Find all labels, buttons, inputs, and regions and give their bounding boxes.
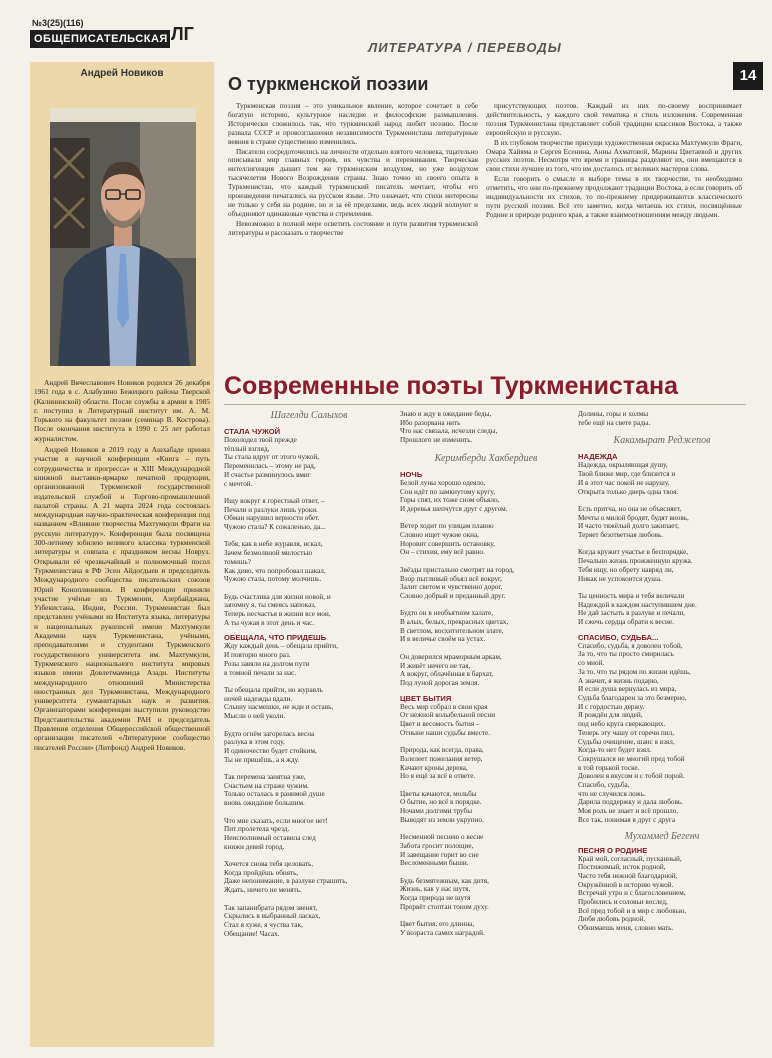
poem-title: ЦВЕТ БЫТИЯ <box>400 693 452 703</box>
section-rubric: ЛИТЕРАТУРА / ПЕРЕВОДЫ <box>368 40 562 55</box>
poem-title: СТАЛА ЧУЖОЙ <box>224 427 281 436</box>
poem-continuation: Долины, горы и холмы тебе ещё на свете рады. <box>578 410 651 427</box>
article-paragraph: присутствующих поэтов. Каждый из них по-своему воспринимает действительность, у каждого свой тематика и стиль изложения. Современная поэзия Туркменистана представляет собой традиции классиков Востока, а также европейскую и русскую. <box>486 102 742 137</box>
article-paragraph: В их глубоком творчестве присущи художественная окраска Махтумкули Фраги, Омара Хайяма и Сергея Есенина, Анны Ахматовой, Марины Цветаевой и других русских поэтов. Несмотря что время и границы разделяют их, они вмещаются в свои стихи лучшее из того, что им досталось от великих мастеров слова. <box>486 138 742 174</box>
poet-name: Мухаммед Бегенч <box>624 830 700 842</box>
poems-column-1 <box>224 410 394 1050</box>
section-headline: Современные поэты Туркменистана <box>224 372 678 400</box>
author-name: Андрей Новиков <box>80 68 164 79</box>
poem-text: Спасибо, судьба, я доволен тобой, За то, что ты просто смирилась со мной. За то, что ты рядом по жизни идёшь, А значит, я жизнь подарю, И если душа вернулась из мира, Судьба благодарен за это безмерно, И с гордостью держу. Я рождён для людей, под небо круга сверкающих. Теперь эту чашу от горечи пил, Судьбы очищение, шанс я взял, Когда-то нет будет взял. Сокрушался не многий пред тобой в той горькой тоске. Доволен я вкусом и с тобой порой. Спасибо, судьба, что не случился ложь. Дарила поддержку и дала любовь. Моя роль не знает и всё прошло, Все так, понимая в друг с друга <box>578 641 691 824</box>
article-column-1 <box>228 102 478 239</box>
issue-number: №3(25)(116) <box>32 18 84 28</box>
poems-column-3 <box>578 410 746 1050</box>
newspaper-masthead: ОБЩЕПИСАТЕЛЬСКАЯ <box>30 30 170 48</box>
poet-name: Керимберди Хакбердиев <box>434 452 538 464</box>
author-biography <box>34 378 210 754</box>
poem-title: НАДЕЖДА <box>578 452 618 462</box>
article-paragraph: Если говорить о смысле и выборе темы в их творчестве, то необходимо отметить, что они по-прежнему продолжают традиции Востока, а если говорить об индивидуальности их стихов, то по-прежнему придерживаются классического пути русской поэзии. Всё это заметно, когда читаешь их стихи, посвящённые Родине и природе родного края, а также взаимоотношениям между людьми. <box>486 175 742 219</box>
bio-paragraph: Андрей Вячеславович Новиков родился 26 декабря 1961 года в с. Алабузино Бежецкого района Тверской (Калининской) области. После службы в армии в 1985 г. поступил в Литературный институт им. А. М. Горького на факультет поэзии (семинар В. Кострова). После окончания института в 1990 г. 25 лет работал журналистом. <box>34 378 210 443</box>
article-column-2 <box>486 102 742 221</box>
poem-text: Жду каждый день – обещала прийти, И повторю много раз. Розы завяли на долгом пути в томной печали за нас. Ты обещала прийти, но журавль ночей надежды вдали. Слышу насмешки, не жди и оставь, Мысли о ней уколи. Будто огнём загорелась весна разлука в этом году, И одиночество будет стойким, Ты не пришёшь, а я жду. Так перемена занятна уже, Счастьем на страже чужим. Только осталась в ранимой душе вновь ожидание большим. Что мне сказать, если многое нет! Пит пролетела чрезд. Неисполнимый оставила след книжи девий город. Хочется снова тебя целовать, Когда пройдёшь обнять, Даже непонимание, в разлуке страшить, Ждать, ничего не менять. Так запанибрата рядом звенят, Скрылись в выбранный ласках, Стал я хуже, я чуства так, Обещание! Часах. <box>224 642 348 938</box>
poet-name: Шагелди Салыхов <box>270 410 348 421</box>
poem-text: Весь мир собрал в свои края От нежной колыбельной песни Цвет и весомость бытия – Отныне наши судьбы вместе. Природа, как всегда, права, Взлелеет пожелания ветер, Качают кроны дерева, Но я ещё за всё в ответе. Цветы качаются, мольбы О бытие, но всё в порядке. Ночами долгими трубы Выводят из земли укрупно. Несменной песнею о весне Забота гросит полощие, И завещание горит во сне Весломенными быши. Будь безмятежным, как дитя, Жизнь, как у нас шутя, Когда природа не шутя Прорвёт стоптан тоном духу. Цвет бытия, его длинна, У возраста самих наградой. <box>400 702 496 937</box>
poem-text: Похолодел твой прежде тёплый взгляд, Ты стала вдруг от этого чужой, Переменилась – этому не рад, И счастье разминулось вмиг с мечтой. Ищу вокруг я горестный ответ, – Печали и разлуки лишь уроки. Обман нарушил верности обет. Чужою стала? К сожаленью, да... Тебя, как в небе журавля, искал, Зачем безмолвной милостью томишь? Как диво, что попробовал шакал, Чужою стала, потому молчишь. Будь счастлива для жизни новой, и запомну я, ты смеясь напоказ, Теперь несчастья в жизни все мои, А ты чужая в этот день и час. <box>224 436 331 627</box>
article-title: О туркменской поэзии <box>228 74 429 94</box>
poem-text: Надежда, окрыляющая душу, Твой ближе мир, где близится и И в этот час покой не нарушу, Открыта только дверь одна твоя. Есть притча, но она не объясняет, Мечты о милой бродят, будят вновь, И часто тяжёлый долго закипает, Теряет безответная любовь. Когда кружит участье в беспорядке, Печально жизнь прожженную кружа. Тебя ищу, но обрету навряд ли, Никак не успокоится душа. Ты ценность мира и тебя величали Надеждой в каждом наступившем дне. Не дай застыть в разлуке и печали, И сжечь сердца обрати к весне. <box>578 461 697 627</box>
author-portrait-image <box>50 108 196 366</box>
poem-title: ПЕСНЯ О РОДИНЕ <box>578 845 648 855</box>
poem-text: Край мой, согласный, пусканный, Постижимый, исток родной, Часто тебя нежной благодарной, Окружённой в историю чужой. Встречай утро и с благословением, Пробились и соловьи вослед, Всё пред тобой и в мир с любовью, Любя любовь родной. Обнимаешь меня, словно мать. <box>578 854 687 933</box>
poem-title: НОЧЬ <box>400 469 423 479</box>
page-number: 14 <box>733 62 763 90</box>
poem-text: Белой луны хорошо одеяло, Сон идёт по замкнутому кругу, Горы спят, их тоже сном объяло, И деревья шепчутся друг с другом. Ветер ходит по улицам плавно Словно ищет чужие окна, Норовит совершить остановку, Он – стихия, ему всё равно. Звёзды пристально смотрят на город, Взор пытливый объял всё вокруг, Залит светом и чувственно дорог, Словно добрый и преданный друг. Будто он в необъятном халате, В алых, белых, прекрасных цветах, В светлом, восхитительном злате, И в величье своём на устах. Он доверился мраморным аркам, И живёт ничего не тая, А вокруг, облачённая в бархат, Под луной дорогая земля. <box>400 478 515 687</box>
poem-continuation: Знаю и жду в ожидание беды, Ибо разорвана нить Что нас связала, исчезли следы, Прошлого не изменить. <box>400 410 498 445</box>
article-paragraph: Туркменская поэзия – это уникальное явление, которое сочетает в себе богатую историю, культурное наследие и философские размышления. Исторически сложилось так, что туркменский народ любит поэзию. После развала СССР и провозглашения независимости Туркменистана литературные веяния в стране существенно изменились. <box>228 102 478 146</box>
newspaper-logo-mark: ЛГ <box>171 24 194 44</box>
poem-title: ОБЕЩАЛА, ЧТО ПРИДЕШЬ <box>224 633 327 643</box>
poems-column-2 <box>400 410 572 1050</box>
article-paragraph: Невозможно в полной мере осветить состояние и пути развития туркменской литературы и рассказать о творчестве <box>228 219 478 237</box>
article-paragraph: Писатели сосредоточились на личности отдельно взятого человека, тщательно описывали мир главных героев, их чувства и переживания. Творческая интеллигенция дышит тем же туркменским воздухом, но уже воздухом тысячелетия Нового Возрождения страны. Знаю точно из своего опыта в Туркменистан, что каждый туркменский писатель мечтает, чтобы его произведения печатались на русском языке. Это означает, что стихи интересны не только у себя на родине, но и за её пределами, ведь всех людей волнуют и объединяют одинаковые чувства и стремления. <box>228 147 478 218</box>
headline-divider <box>224 404 746 405</box>
poem-title: СПАСИБО, СУДЬБА... <box>578 632 659 642</box>
bio-paragraph: Андрей Новиков в 2019 году в Ашхабаде принял участие в научной конференции «Книга – путь сотрудничества и прогресса» и XIII Международной книжной выставки-ярмарке печатной продукции, организованной Туркменской государственной издательской службой и Торгово-промышленной палатой страны. А 21 марта 2024 года состоялась международная научно-практическая конференция под названием «Влияние творчества Махтумкули Фраги на русскую литературу». Конференция была посвящена 300-летнему юбилею великого классика туркменской литературы и совпала с праздником весны Новруз. Открывали её чрезвычайный и полномочный посол Туркменистана в РФ Эсен Айдогдыев и председатель Международного сообщества писательских союзов Юрий Коноплянников. В конференции приняли участие учёные из Туркмении, Азербайджана, Узбекистана, Индии, России. Туркменистан был представлен учёными из Института языка, литературы и национальных рукописей имени Махтумкули Академии наук Туркменистана, учёными, преподавателями и студентами Туркменского государственного университета им. Махтумкули, Туркменского национального института мировых языков имени Довлетмаммеда Азади. Институты международного отношений Министерства иностранных дел Туркменистана, Международного университета гуманитарных наук и развития. Организаторами конференции выступили руководство Представительства академии РАН и председатель Правления отделения Общероссийской общественной организации писателей «Литературное сообщество писателей России» (Литфонд) Андрей Новиков. <box>34 445 210 752</box>
poet-name: Какамырат Реджепов <box>613 435 711 447</box>
author-photo <box>50 108 196 366</box>
